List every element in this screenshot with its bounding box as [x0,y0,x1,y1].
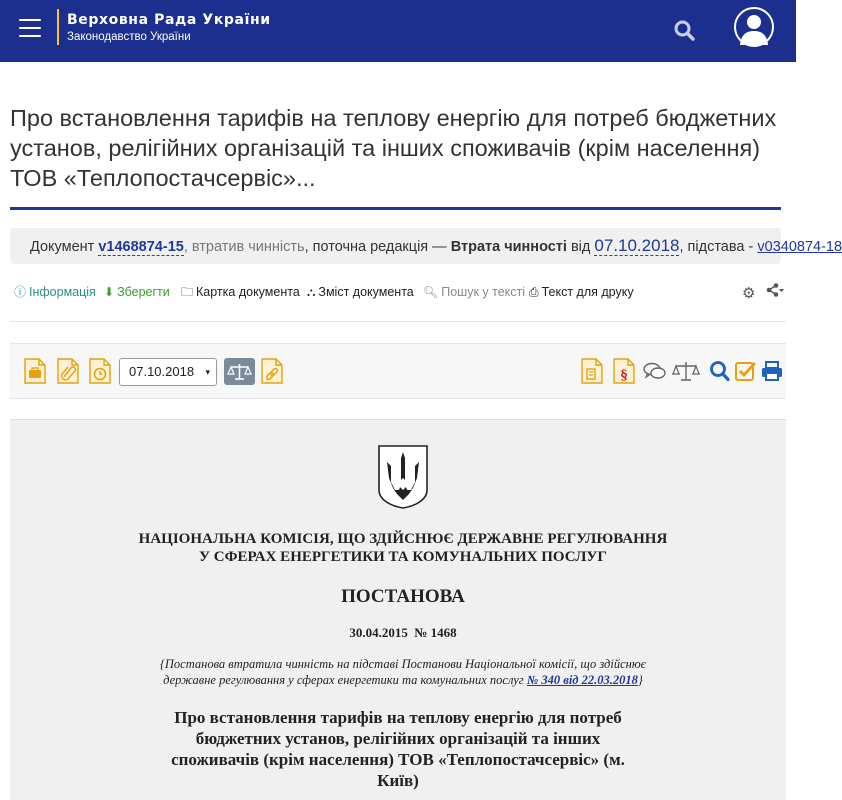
document-body-title: Про встановлення тарифів на теплову енергію для потреб бюджетних установ, релігійних організацій та інших споживачів (крім населення) ТОВ «Теплопостачсервіс» (м. Київ) [171,708,625,790]
download-icon: ⬇ [104,285,115,299]
toc-label: Зміст документа [318,285,414,299]
commission-line-2: У СФЕРАХ ЕНЕРГЕТИКИ ТА КОМУНАЛЬНИХ ПОСЛУГ [199,549,607,565]
title-divider [10,207,781,210]
print-label: Текст для друку [541,285,634,299]
resolution-heading: ПОСТАНОВА [341,586,465,607]
repeal-note [10,656,796,688]
brand-title[interactable]: Верховна Рада України [67,12,271,28]
toolbar-separator [10,321,786,322]
note-line-1: {Постанова втратила чинність на підставі Постанови Національної комісії, що здійснює [159,657,647,671]
status-basis: , підстава - [679,239,754,255]
link-document-icon[interactable] [260,358,284,384]
user-avatar-icon[interactable] [734,7,774,47]
document-title: Про встановлення тарифів на теплову енергію для потреб бюджетних установ, релігійних організацій та інших споживачів (крім населення) ТОВ «Теплопостачсервіс»... [10,105,777,191]
gear-icon[interactable]: ⚙ [742,285,756,302]
top-header-bar [0,0,796,62]
brand-divider [57,9,59,45]
note-line-2 [10,672,796,688]
compare-scales-icon[interactable] [671,358,701,384]
status-current-edition: , поточна редакція — [304,239,447,255]
svg-text:§: § [620,368,628,383]
document-versions-icon[interactable] [580,358,604,384]
search-label: Пошук у тексті [441,285,526,299]
info-label: Інформація [29,285,96,299]
document-attachment-icon[interactable] [56,358,80,384]
status-from: від [570,239,591,255]
save-label: Зберегти [117,285,170,299]
resolution-date-number: 30.04.2015 № 1468 [349,625,457,640]
search-icon[interactable] [672,18,698,44]
print-text-button[interactable] [529,283,634,303]
share-icon[interactable] [766,283,784,300]
search-in-text-button[interactable] [423,283,525,303]
brand-subtitle[interactable]: Законодавство України [67,31,191,43]
chevron-down-icon: ▾ [205,367,210,377]
edition-date-value: 07.10.2018 [129,364,195,379]
compare-scales-icon[interactable] [224,358,255,385]
comments-icon[interactable] [642,358,668,384]
sitemap-icon: ⛬ [307,285,316,299]
basis-link[interactable]: v0340874-18 [757,239,842,255]
status-lost-force: втратив чинність [191,239,305,255]
info-button[interactable] [14,283,96,303]
edition-date-select[interactable] [119,358,217,386]
card-label: Картка документа [196,285,300,299]
folder-icon: 🗀 [181,285,194,299]
print-icon: ⎙ [529,285,539,299]
search-icon[interactable] [708,358,732,384]
checkbox-icon[interactable] [734,358,758,384]
save-button[interactable] [104,283,170,303]
document-history-icon[interactable] [88,358,112,384]
print-icon[interactable] [760,358,784,384]
note-line-2-text: державне регулювання у сферах енергетики та комунальних послуг [163,673,524,687]
table-of-contents-button[interactable] [307,283,414,303]
info-icon: ⓘ [14,285,27,299]
status-prefix: Документ [30,239,95,255]
status-comma: , [183,239,188,255]
document-section-icon[interactable] [612,358,636,384]
document-card-button[interactable] [181,283,300,303]
status-label: Втрата чинності [450,239,567,255]
document-folder-icon[interactable] [23,358,47,384]
commission-line-1: НАЦІОНАЛЬНА КОМІСІЯ, ЩО ЗДІЙСНЮЄ ДЕРЖАВНЕ РЕГУЛЮВАННЯ [138,531,668,547]
search-icon: 🔍︎ [423,285,439,299]
status-date[interactable]: 07.10.2018 [594,236,680,255]
document-id[interactable]: v1468874-15 [98,239,184,255]
note-close: } [637,673,643,687]
document-status-bar [10,228,842,264]
repeal-link[interactable]: № 340 від 22.03.2018 [526,673,638,687]
commission-name [10,530,796,566]
coat-of-arms-trident-icon [377,444,429,510]
hamburger-menu-icon[interactable] [19,17,41,39]
